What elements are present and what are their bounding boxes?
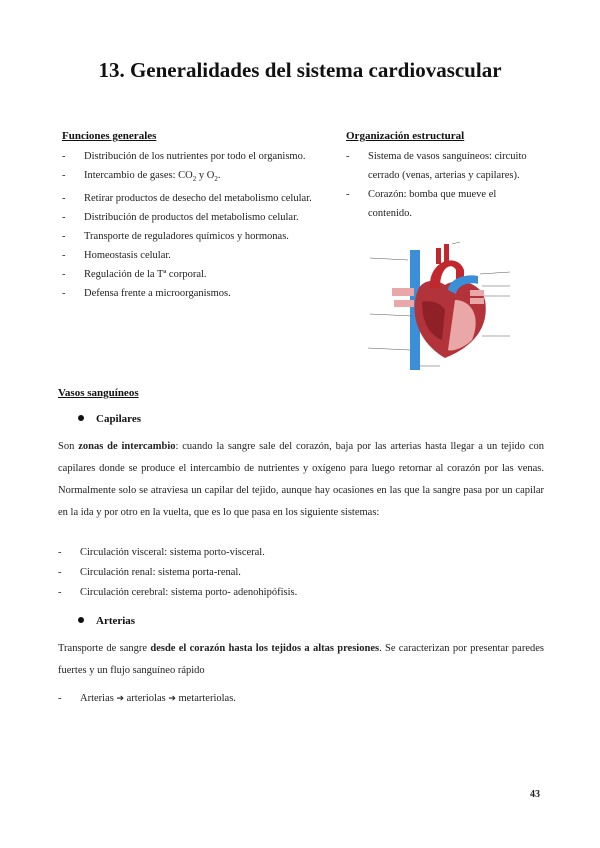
list-item: - Arterias ➔ arteriolas ➔ metarteriolas. [58,689,538,709]
bullet-icon [78,415,84,421]
arterias-list [58,689,538,709]
funciones-list [62,147,340,303]
organizacion-list [346,147,542,223]
list-item: - Circulación cerebral: sistema porto- adenohipófisis. [58,583,538,603]
page-title: 13. Generalidades del sistema cardiovascular [98,58,502,82]
list-item: - Sistema de vasos sanguíneos: circuito cerrado (venas, arterias y capilares). [346,147,542,185]
capilares-heading: Capilares [78,413,141,425]
page-number: 43 [530,789,540,800]
organizacion-heading: Organización estructural [346,130,465,142]
arterias-heading: Arterias [78,615,135,627]
arterias-paragraph: Transporte de sangre desde el corazón hasta los tejidos a altas presiones. Se caracterizan por presentar paredes fuertes y un flujo sanguíneo rápido [58,643,544,676]
list-item: - Regulación de la Tª corporal. [62,265,340,284]
bullet-icon [78,617,84,623]
list-item: - Distribución de los nutrientes por todo el organismo. [62,147,340,166]
capilares-paragraph: Son zonas de intercambio: cuando la sangre sale del corazón, baja por las arterias hasta llegar a un tejido con capilares donde se produce el intercambio de nutrientes y oxígeno para luego retornar al corazón por las venas. Normalmente solo se atraviesa un capilar del tejido, aunque hay ocasiones en las que la sangre pasa por un capilar en la ida y por otro en la vuelta, que es lo que pasa en los siguiente sistemas: [58,441,544,518]
list-item: - Intercambio de gases: $CO_2$ y $O_2$. [62,166,340,189]
list-item: - Circulación visceral: sistema porto-visceral. [58,543,538,563]
list-item: - Homeostasis celular. [62,246,340,265]
list-item: - Defensa frente a microorganismos. [62,284,340,303]
funciones-heading: Funciones generales [62,130,157,142]
list-item: - Transporte de reguladores químicos y hormonas. [62,227,340,246]
capilares-list [58,543,538,603]
list-item: - Retirar productos de desecho del metabolismo celular. [62,189,340,208]
vasos-heading: Vasos sanguíneos [58,387,139,399]
arrow-right-icon: ➔ [116,694,124,704]
arrow-right-icon: ➔ [168,694,176,704]
heart-diagram-image [360,240,530,372]
list-item: - Circulación renal: sistema porta-renal. [58,563,538,583]
list-item: - Corazón: bomba que mueve el contenido. [346,185,542,223]
list-item: - Distribución de productos del metabolismo celular. [62,208,340,227]
